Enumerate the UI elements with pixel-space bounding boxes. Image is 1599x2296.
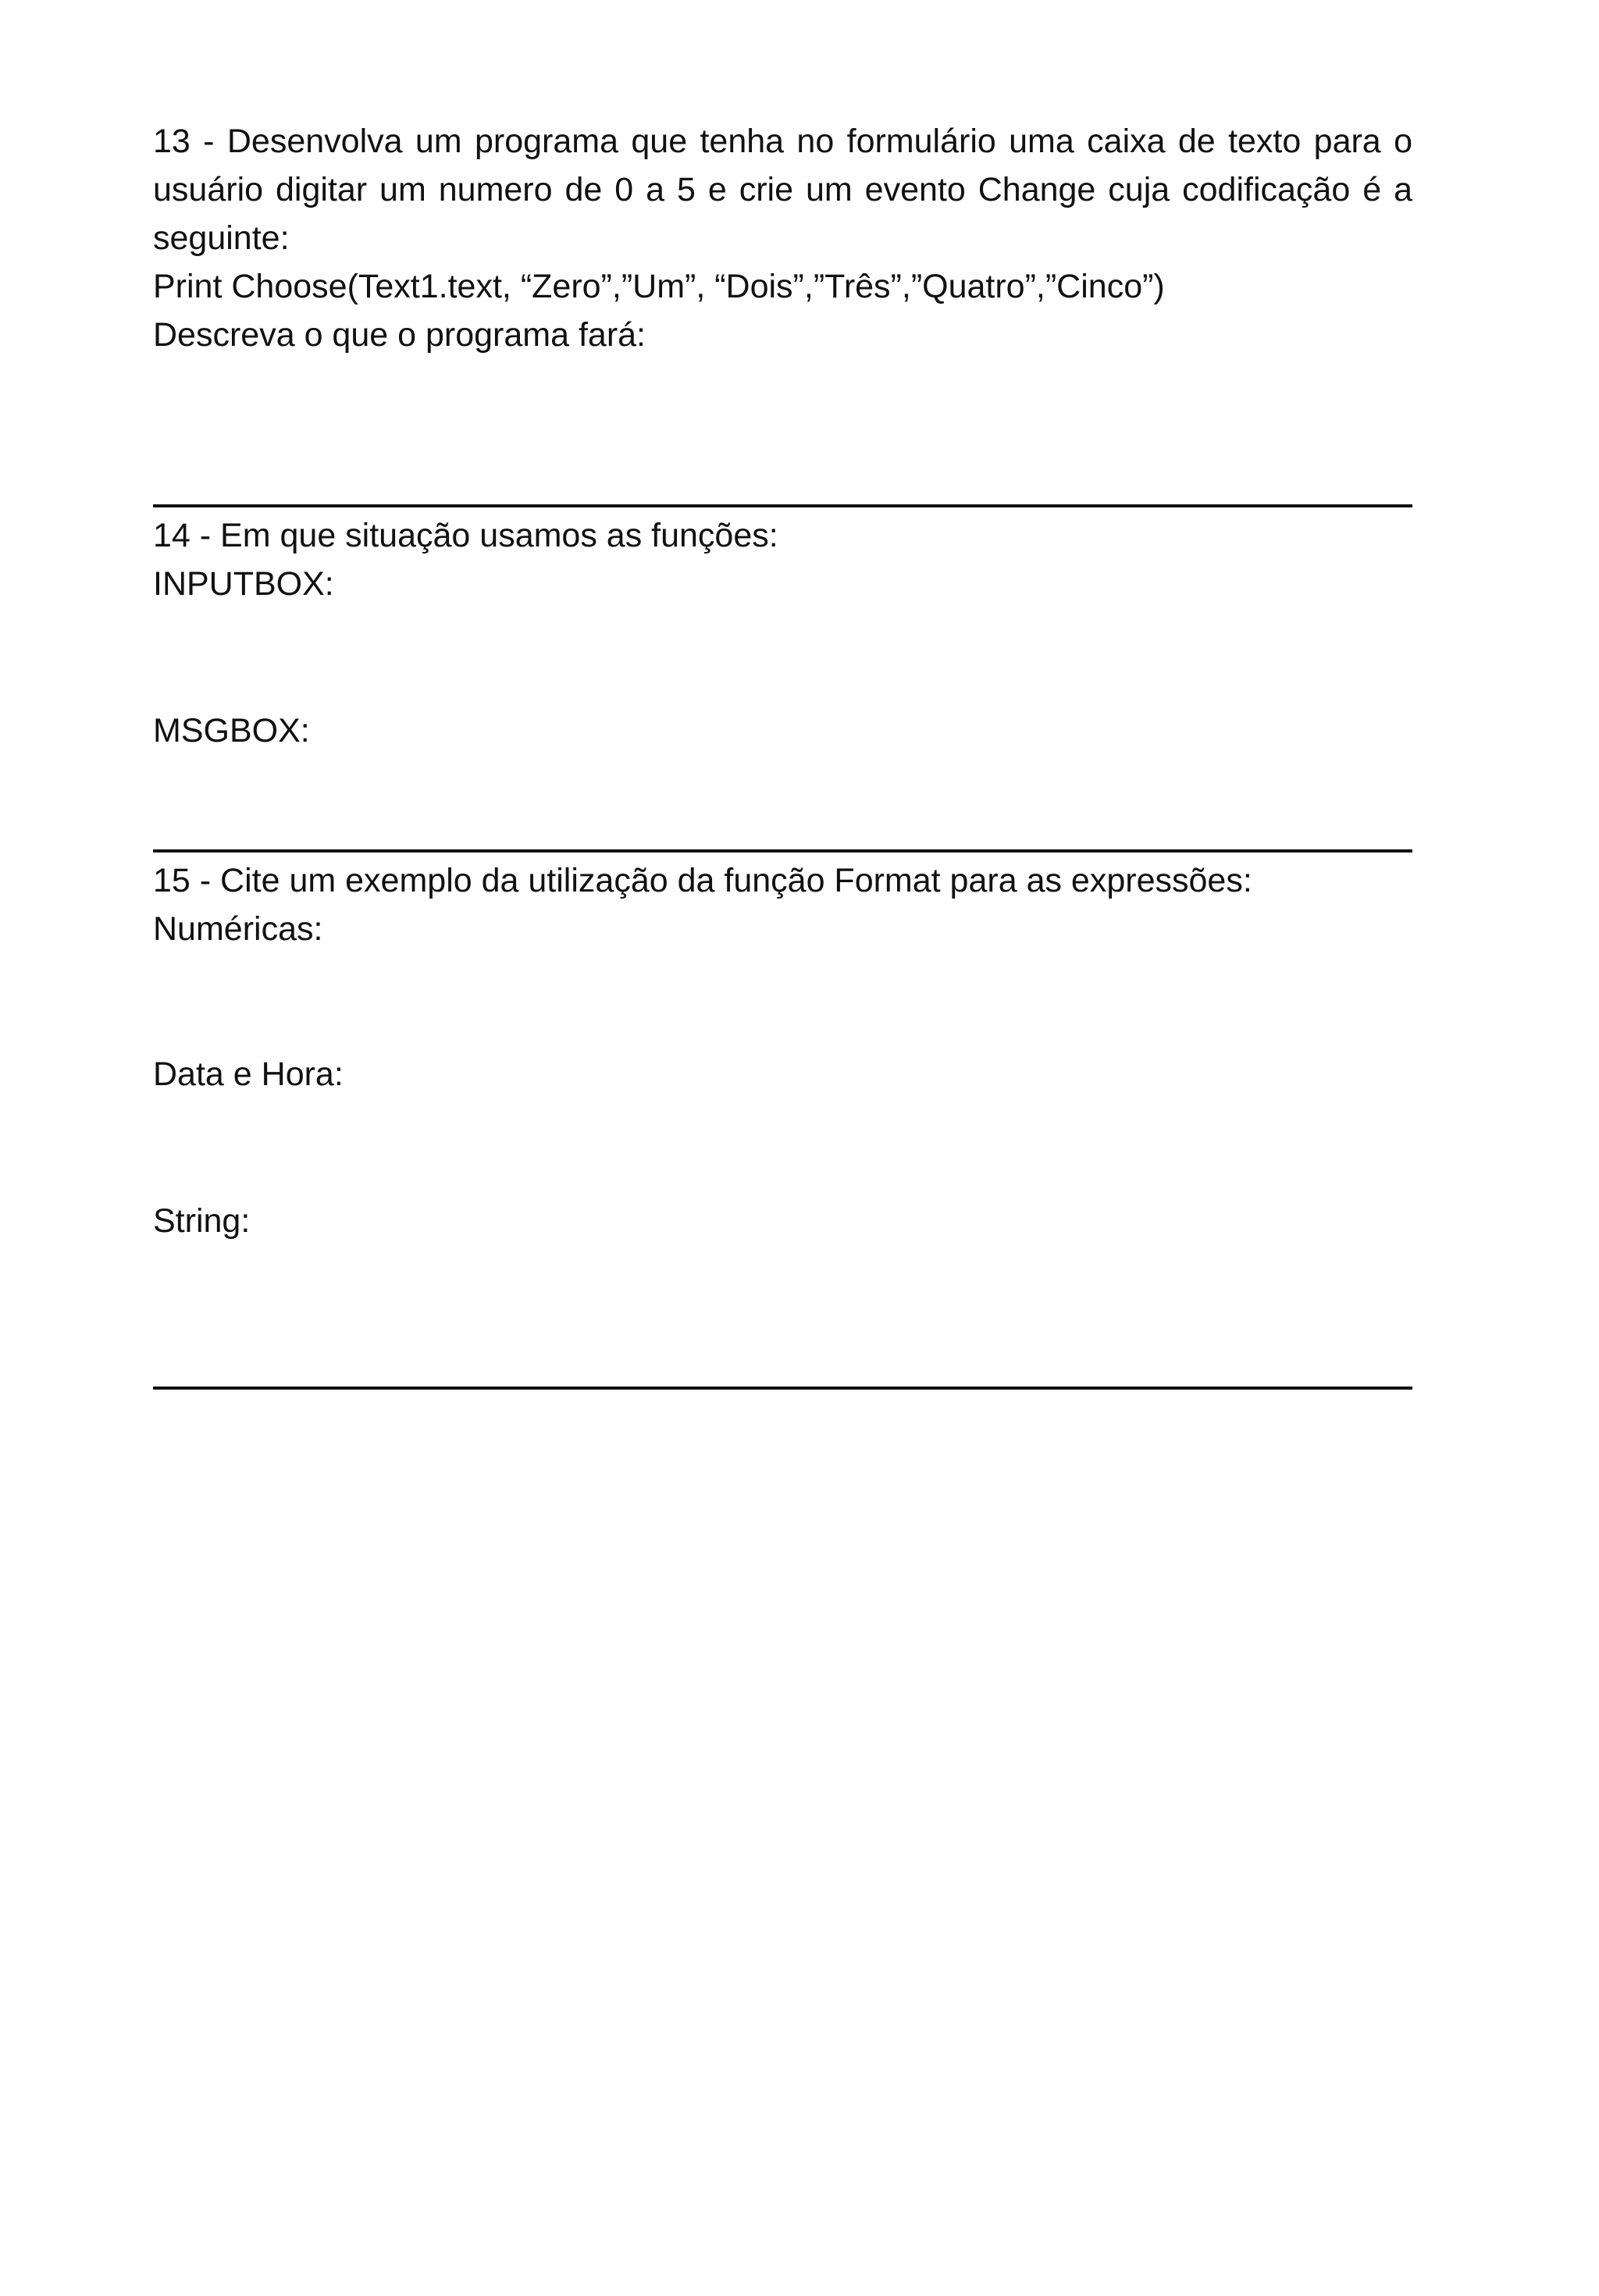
msgbox-label: MSGBOX: bbox=[153, 712, 310, 749]
numericas-label: Numéricas: bbox=[153, 910, 323, 948]
question-15-text: 15 - Cite um exemplo da utilização da função Format para as expressões: bbox=[153, 862, 1252, 899]
string-label: String: bbox=[153, 1202, 251, 1240]
string-block bbox=[153, 1197, 1412, 1245]
question-14-text: 14 - Em que situação usamos as funções: bbox=[153, 517, 778, 554]
question-15 bbox=[153, 856, 1412, 953]
data-hora-label: Data e Hora: bbox=[153, 1055, 344, 1093]
msgbox-block bbox=[153, 707, 1412, 755]
data-hora-block bbox=[153, 1050, 1412, 1098]
question-13 bbox=[153, 117, 1412, 359]
answer-line-divider bbox=[153, 1386, 1412, 1390]
answer-line-divider bbox=[153, 504, 1412, 507]
inputbox-label: INPUTBOX: bbox=[153, 565, 334, 603]
question-13-prompt: Descreva o que o programa fará: bbox=[153, 316, 646, 354]
question-13-intro: 13 - Desenvolva um programa que tenha no formulário uma caixa de texto para o usuário digitar um numero de 0 a 5 e crie um evento Change cuja codificação é a seguinte: bbox=[153, 123, 1412, 257]
answer-line-divider bbox=[153, 849, 1412, 853]
question-13-code: Print Choose(Text1.text, “Zero”,”Um”, “Dois”,”Três”,”Quatro”,”Cinco”) bbox=[153, 268, 1165, 305]
question-14 bbox=[153, 511, 1412, 608]
